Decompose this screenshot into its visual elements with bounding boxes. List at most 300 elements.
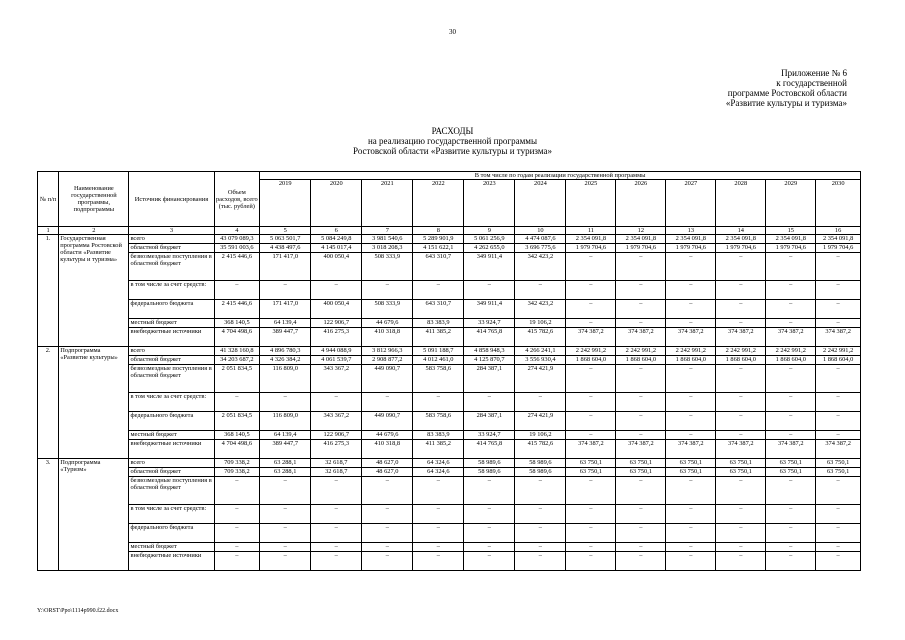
year-value: 116 809,0 xyxy=(260,365,311,393)
year-value: – xyxy=(413,552,464,571)
appendix-line: к государственной xyxy=(776,78,847,88)
year-value: – xyxy=(362,281,413,300)
year-value: – xyxy=(716,431,766,440)
year-value: – xyxy=(666,281,716,300)
year-value: 83 383,9 xyxy=(413,431,464,440)
table-row xyxy=(38,552,861,571)
year-value: – xyxy=(816,543,861,552)
year-value: 2 908 877,2 xyxy=(362,356,413,365)
header-source: Источник финансирования xyxy=(129,172,214,227)
year-value: – xyxy=(616,524,666,543)
year-value: – xyxy=(260,543,311,552)
year-value: 48 627,0 xyxy=(362,459,413,468)
year-value: 1 979 704,6 xyxy=(666,244,716,253)
year-value: 4 858 948,3 xyxy=(464,347,515,356)
total-value: 2 415 446,6 xyxy=(214,253,260,281)
year-value: 414 765,8 xyxy=(464,328,515,347)
year-value: 4 438 497,6 xyxy=(260,244,311,253)
year-value: 374 387,2 xyxy=(616,440,666,459)
table-row xyxy=(38,468,861,477)
header-year: 2026 xyxy=(616,180,666,227)
funding-source: областной бюджет xyxy=(129,356,214,365)
header-year: 2030 xyxy=(816,180,861,227)
year-value: – xyxy=(716,524,766,543)
funding-source: всего xyxy=(129,459,214,468)
year-value: 374 387,2 xyxy=(816,328,861,347)
year-value: 4 326 384,2 xyxy=(260,356,311,365)
year-value: 416 275,3 xyxy=(311,440,362,459)
funding-source: всего xyxy=(129,347,214,356)
table-row xyxy=(38,328,861,347)
year-value: 343 367,2 xyxy=(311,365,362,393)
column-number: 4 xyxy=(214,227,260,235)
year-value: – xyxy=(566,281,616,300)
year-value: 389 447,7 xyxy=(260,440,311,459)
year-value: – xyxy=(816,365,861,393)
year-value: 410 318,8 xyxy=(362,328,413,347)
year-value: – xyxy=(413,477,464,505)
year-value: – xyxy=(362,393,413,412)
year-value: 4 896 780,3 xyxy=(260,347,311,356)
year-value: – xyxy=(566,253,616,281)
year-value: 64 324,6 xyxy=(413,468,464,477)
year-value: – xyxy=(666,524,716,543)
year-value: 4 012 461,0 xyxy=(413,356,464,365)
year-value: – xyxy=(413,393,464,412)
year-value: – xyxy=(616,365,666,393)
year-value: – xyxy=(566,300,616,319)
year-value: 400 050,4 xyxy=(311,300,362,319)
year-value: 389 447,7 xyxy=(260,328,311,347)
year-value: 3 812 966,3 xyxy=(362,347,413,356)
year-value: 44 679,6 xyxy=(362,319,413,328)
year-value: 5 061 256,9 xyxy=(464,235,515,244)
year-value: 1 868 604,0 xyxy=(766,356,816,365)
year-value: 374 387,2 xyxy=(666,328,716,347)
year-value: – xyxy=(816,253,861,281)
section-number: 3. xyxy=(38,459,59,571)
year-value: 274 421,9 xyxy=(515,412,566,431)
year-value: 2 354 091,8 xyxy=(566,235,616,244)
year-value: 4 151 622,1 xyxy=(413,244,464,253)
year-value: 33 924,7 xyxy=(464,319,515,328)
total-value: – xyxy=(214,281,260,300)
year-value: – xyxy=(566,365,616,393)
total-value: 2 051 834,5 xyxy=(214,412,260,431)
column-number: 8 xyxy=(413,227,464,235)
section-name: Государственная программа Ростовской области «Развитие культуры и туризма» xyxy=(59,235,129,347)
section-name: Подпрограмма «Развитие культуры» xyxy=(59,347,129,459)
year-value: – xyxy=(716,552,766,571)
header-year: 2023 xyxy=(464,180,515,227)
funding-source: областной бюджет xyxy=(129,244,214,253)
total-value: 2 051 834,5 xyxy=(214,365,260,393)
year-value: 5 289 901,9 xyxy=(413,235,464,244)
year-value: 349 911,4 xyxy=(464,253,515,281)
year-value: – xyxy=(616,253,666,281)
year-value: 374 387,2 xyxy=(716,440,766,459)
year-value: – xyxy=(260,281,311,300)
year-value: 284 387,1 xyxy=(464,412,515,431)
table-row xyxy=(38,412,861,431)
year-value: 1 979 704,6 xyxy=(766,244,816,253)
year-value: 2 242 991,2 xyxy=(566,347,616,356)
title-line: Ростовской области «Развитие культуры и туризма» xyxy=(353,146,552,156)
column-number: 10 xyxy=(515,227,566,235)
year-value: 2 242 991,2 xyxy=(816,347,861,356)
year-value: 48 627,0 xyxy=(362,468,413,477)
year-value: 2 354 091,8 xyxy=(716,235,766,244)
year-value: – xyxy=(616,300,666,319)
year-value: – xyxy=(260,524,311,543)
year-value: 33 924,7 xyxy=(464,431,515,440)
year-value: 411 385,2 xyxy=(413,440,464,459)
year-value: – xyxy=(566,552,616,571)
appendix-line: программе Ростовской области xyxy=(727,88,847,98)
funding-source: местный бюджет xyxy=(129,543,214,552)
year-value: 400 050,4 xyxy=(311,253,362,281)
year-value: 349 911,4 xyxy=(464,300,515,319)
year-value: – xyxy=(666,412,716,431)
year-value: – xyxy=(716,412,766,431)
year-value: 4 474 087,6 xyxy=(515,235,566,244)
year-value: – xyxy=(413,505,464,524)
year-value: 58 989,6 xyxy=(464,468,515,477)
year-value: – xyxy=(566,431,616,440)
year-value: 3 018 208,3 xyxy=(362,244,413,253)
document-title xyxy=(0,126,905,156)
year-value: – xyxy=(362,505,413,524)
funding-source: в том числе за счет средств: xyxy=(129,393,214,412)
year-value: – xyxy=(616,431,666,440)
year-value: – xyxy=(766,505,816,524)
year-value: 116 809,0 xyxy=(260,412,311,431)
year-value: – xyxy=(464,524,515,543)
year-value: 32 618,7 xyxy=(311,459,362,468)
year-value: 63 750,1 xyxy=(666,459,716,468)
year-value: 643 310,7 xyxy=(413,300,464,319)
year-value: – xyxy=(766,365,816,393)
year-value: – xyxy=(666,253,716,281)
total-value: – xyxy=(214,477,260,505)
header-year: 2021 xyxy=(362,180,413,227)
year-value: – xyxy=(311,543,362,552)
year-value: – xyxy=(816,552,861,571)
year-value: 2 354 091,8 xyxy=(616,235,666,244)
funding-source: внебюджетные источники xyxy=(129,328,214,347)
year-value: – xyxy=(666,552,716,571)
year-value: 4 266 241,1 xyxy=(515,347,566,356)
year-value: 63 750,1 xyxy=(816,468,861,477)
year-value: 1 979 704,6 xyxy=(816,244,861,253)
table-row xyxy=(38,347,861,356)
year-value: 2 354 091,8 xyxy=(666,235,716,244)
table-row xyxy=(38,253,861,281)
title-line: РАСХОДЫ xyxy=(431,126,474,136)
year-value: – xyxy=(766,393,816,412)
year-value: – xyxy=(260,505,311,524)
year-value: – xyxy=(716,365,766,393)
year-value: – xyxy=(566,319,616,328)
year-value: – xyxy=(464,543,515,552)
expenses-table xyxy=(37,171,861,571)
appendix-line: «Развитие культуры и туризма» xyxy=(725,98,847,108)
year-value: – xyxy=(311,477,362,505)
table-row xyxy=(38,365,861,393)
year-value: 63 750,1 xyxy=(716,468,766,477)
year-value: – xyxy=(766,253,816,281)
year-value: 4 061 539,7 xyxy=(311,356,362,365)
year-value: 374 387,2 xyxy=(816,440,861,459)
year-value: 1 868 604,0 xyxy=(816,356,861,365)
column-number: 14 xyxy=(716,227,766,235)
total-value: 709 338,2 xyxy=(214,459,260,468)
year-value: – xyxy=(616,477,666,505)
year-value: 4 262 655,0 xyxy=(464,244,515,253)
year-value: – xyxy=(311,393,362,412)
table-row xyxy=(38,524,861,543)
year-value: – xyxy=(666,543,716,552)
funding-source: местный бюджет xyxy=(129,431,214,440)
year-value: 63 750,1 xyxy=(616,459,666,468)
year-value: 3 556 930,4 xyxy=(515,356,566,365)
year-value: – xyxy=(816,431,861,440)
year-value: 374 387,2 xyxy=(716,328,766,347)
year-value: 2 242 991,2 xyxy=(716,347,766,356)
year-value: – xyxy=(566,393,616,412)
year-value: – xyxy=(716,281,766,300)
total-value: 2 415 446,6 xyxy=(214,300,260,319)
year-value: 410 318,8 xyxy=(362,440,413,459)
header-year: 2022 xyxy=(413,180,464,227)
year-value: 2 242 991,2 xyxy=(766,347,816,356)
year-value: – xyxy=(260,477,311,505)
year-value: 508 333,9 xyxy=(362,253,413,281)
year-value: 1 868 604,0 xyxy=(566,356,616,365)
table-row xyxy=(38,393,861,412)
table-row xyxy=(38,543,861,552)
year-value: – xyxy=(766,524,816,543)
total-value: – xyxy=(214,393,260,412)
year-value: 5 091 188,7 xyxy=(413,347,464,356)
year-value: – xyxy=(515,543,566,552)
year-value: 64 324,6 xyxy=(413,459,464,468)
column-number: 1 xyxy=(38,227,59,235)
section-number: 1. xyxy=(38,235,59,347)
header-year: 2025 xyxy=(566,180,616,227)
year-value: 414 765,8 xyxy=(464,440,515,459)
funding-source: безвозмездные поступления в областной бюджет xyxy=(129,365,214,393)
funding-source: федерального бюджета xyxy=(129,412,214,431)
year-value: 4 145 017,4 xyxy=(311,244,362,253)
section-name: Подпрограмма «Туризм» xyxy=(59,459,129,571)
header-year: 2028 xyxy=(716,180,766,227)
year-value: – xyxy=(515,393,566,412)
year-value: 122 906,7 xyxy=(311,319,362,328)
year-value: – xyxy=(362,552,413,571)
year-value: – xyxy=(566,543,616,552)
year-value: – xyxy=(766,300,816,319)
funding-source: федерального бюджета xyxy=(129,524,214,543)
column-number: 6 xyxy=(311,227,362,235)
year-value: – xyxy=(616,281,666,300)
year-value: – xyxy=(616,412,666,431)
total-value: 34 203 687,2 xyxy=(214,356,260,365)
total-value: – xyxy=(214,524,260,543)
file-path-footer: Y:\ORST\Ppo\1114p990.f22.docx xyxy=(37,608,119,614)
year-value: – xyxy=(816,505,861,524)
table-row xyxy=(38,505,861,524)
year-value: – xyxy=(515,477,566,505)
year-value: – xyxy=(816,412,861,431)
total-value: – xyxy=(214,543,260,552)
year-value: – xyxy=(716,505,766,524)
total-value: 43 079 089,3 xyxy=(214,235,260,244)
column-number: 12 xyxy=(616,227,666,235)
year-value: – xyxy=(666,319,716,328)
year-value: 171 417,0 xyxy=(260,300,311,319)
table-row xyxy=(38,244,861,253)
header-year: 2024 xyxy=(515,180,566,227)
year-value: – xyxy=(464,393,515,412)
year-value: 449 090,7 xyxy=(362,365,413,393)
year-value: 64 139,4 xyxy=(260,431,311,440)
year-value: 63 750,1 xyxy=(816,459,861,468)
header-year: 2027 xyxy=(666,180,716,227)
year-value: 4 944 088,9 xyxy=(311,347,362,356)
funding-source: областной бюджет xyxy=(129,468,214,477)
year-value: – xyxy=(515,552,566,571)
year-value: 1 868 604,0 xyxy=(616,356,666,365)
year-value: – xyxy=(666,477,716,505)
year-value: 374 387,2 xyxy=(566,328,616,347)
year-value: – xyxy=(716,477,766,505)
year-value: 449 090,7 xyxy=(362,412,413,431)
year-value: – xyxy=(515,505,566,524)
year-value: 3 696 775,6 xyxy=(515,244,566,253)
year-value: – xyxy=(362,524,413,543)
year-value: 83 383,9 xyxy=(413,319,464,328)
appendix-note xyxy=(726,68,847,108)
year-value: – xyxy=(311,552,362,571)
total-value: – xyxy=(214,505,260,524)
table-row xyxy=(38,235,861,244)
year-value: 4 125 870,7 xyxy=(464,356,515,365)
funding-source: в том числе за счет средств: xyxy=(129,281,214,300)
year-value: 374 387,2 xyxy=(766,328,816,347)
column-number: 9 xyxy=(464,227,515,235)
year-value: – xyxy=(413,524,464,543)
year-value: – xyxy=(260,552,311,571)
column-number: 7 xyxy=(362,227,413,235)
total-value: 41 328 160,8 xyxy=(214,347,260,356)
year-value: – xyxy=(616,393,666,412)
column-number: 15 xyxy=(766,227,816,235)
year-value: 63 288,1 xyxy=(260,468,311,477)
year-value: 2 354 091,8 xyxy=(816,235,861,244)
header-total: Объем расходов, всего (тыс. рублей) xyxy=(214,172,260,227)
year-value: 343 367,2 xyxy=(311,412,362,431)
funding-source: безвозмездные поступления в областной бюджет xyxy=(129,253,214,281)
year-value: – xyxy=(816,477,861,505)
year-value: – xyxy=(311,505,362,524)
year-value: 63 750,1 xyxy=(716,459,766,468)
funding-source: всего xyxy=(129,235,214,244)
year-value: – xyxy=(515,281,566,300)
year-value: 508 333,9 xyxy=(362,300,413,319)
year-value: – xyxy=(766,412,816,431)
year-value: 2 354 091,8 xyxy=(766,235,816,244)
year-value: 274 421,9 xyxy=(515,365,566,393)
section-number: 2. xyxy=(38,347,59,459)
year-value: – xyxy=(716,393,766,412)
year-value: 2 242 991,2 xyxy=(666,347,716,356)
year-value: – xyxy=(666,505,716,524)
year-value: – xyxy=(566,412,616,431)
funding-source: федерального бюджета xyxy=(129,300,214,319)
funding-source: в том числе за счет средств: xyxy=(129,505,214,524)
year-value: 63 750,1 xyxy=(666,468,716,477)
year-value: – xyxy=(716,319,766,328)
year-value: 19 106,2 xyxy=(515,319,566,328)
year-value: 583 758,6 xyxy=(413,365,464,393)
year-value: – xyxy=(816,281,861,300)
year-value: 284 387,1 xyxy=(464,365,515,393)
table-row xyxy=(38,319,861,328)
year-value: – xyxy=(362,477,413,505)
year-value: 63 750,1 xyxy=(566,468,616,477)
year-value: 2 242 991,2 xyxy=(616,347,666,356)
year-value: 342 423,2 xyxy=(515,300,566,319)
table-row xyxy=(38,300,861,319)
year-value: 411 385,2 xyxy=(413,328,464,347)
year-value: 416 275,3 xyxy=(311,328,362,347)
column-number: 16 xyxy=(816,227,861,235)
total-value: 368 140,5 xyxy=(214,431,260,440)
year-value: 5 084 249,8 xyxy=(311,235,362,244)
year-value: – xyxy=(413,281,464,300)
year-value: 63 750,1 xyxy=(566,459,616,468)
column-number: 11 xyxy=(566,227,616,235)
year-value: – xyxy=(666,431,716,440)
table-row xyxy=(38,477,861,505)
year-value: 1 979 704,6 xyxy=(566,244,616,253)
year-value: 583 758,6 xyxy=(413,412,464,431)
year-value: – xyxy=(311,281,362,300)
year-value: – xyxy=(716,253,766,281)
year-value: – xyxy=(766,543,816,552)
total-value: 368 140,5 xyxy=(214,319,260,328)
year-value: 44 679,6 xyxy=(362,431,413,440)
year-value: – xyxy=(816,524,861,543)
year-value: – xyxy=(666,365,716,393)
appendix-line: Приложение № 6 xyxy=(781,68,847,78)
header-year: 2029 xyxy=(766,180,816,227)
year-value: 374 387,2 xyxy=(766,440,816,459)
year-value: – xyxy=(766,431,816,440)
table-row xyxy=(38,281,861,300)
year-value: – xyxy=(566,524,616,543)
header-years-group: В том числе по годам реализации государственной программы xyxy=(260,172,861,180)
year-value: – xyxy=(566,477,616,505)
year-value: 415 782,6 xyxy=(515,328,566,347)
year-value: – xyxy=(816,300,861,319)
year-value: – xyxy=(666,393,716,412)
year-value: – xyxy=(464,552,515,571)
year-value: 374 387,2 xyxy=(666,440,716,459)
year-value: 58 989,6 xyxy=(515,459,566,468)
year-value: 63 750,1 xyxy=(616,468,666,477)
